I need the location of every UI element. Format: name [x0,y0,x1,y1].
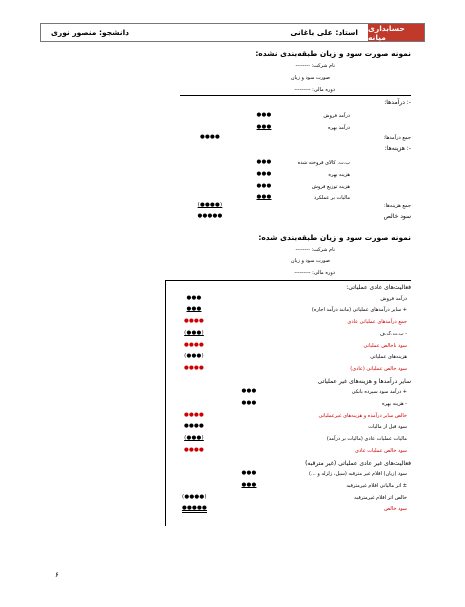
interest-expense-label: هزینه بهره [328,172,350,178]
multi-row-label: خالص سایر درآمده و هزینه‌های غیرعملیاتی [318,413,407,419]
multi-row-total-amount: ●●● [186,306,202,312]
multi-row-inner-amount: ●●● [241,482,257,488]
total-expenses-label: جمع هزینه‌ها: [383,203,411,209]
cogs-amount: ●●● [256,159,272,165]
multi-row-label: سایر درآمدها و هزینه‌های غیر عملیاتی [317,378,411,385]
multi-row-inner-amount: ●●● [241,470,257,476]
multi-statement: صورت سود و زیان [290,258,330,264]
multi-company: نام شرکت: -------- [295,247,335,253]
multi-row-label: سود قبل از مالیات [368,424,407,430]
multi-row-label: + سایر درآمدهای عملیاتی (مانند درآمد اجاره) [311,307,407,313]
interest-income-amount: ●●● [256,124,272,130]
total-expenses-amount: (●●●●) [197,202,223,208]
multi-row-label: سود ناخالص عملیاتی [363,343,407,349]
multi-row-total-amount: ●●●● [184,365,204,371]
multi-divider [165,280,411,281]
sales-amount: ●●● [256,112,272,118]
single-statement: صورت سود و زیان [290,75,330,81]
cogs-label: ب.ت. کالای فروخته شده [297,160,350,166]
expenses-heading: -: هزینه‌ها: [384,145,411,152]
distribution-expense-label: هزینه توزیع فروش [311,184,350,190]
single-step-title: نمونه صورت سود و زیان طبقه‌بندی نشده: [255,49,411,58]
multi-row-label: - ب.ت.ک.ف [379,331,407,337]
single-divider [180,95,411,96]
tax-label: مالیات بر عملکرد [313,195,350,201]
revenues-heading: -: درآمدها: [384,99,411,106]
total-revenues-label: جمع درآمدها: [383,135,411,141]
multi-row-label: سود (زیان) اقلام غیر مترقبه (سیل، زلزله و ...) [309,471,407,477]
multi-step-title: نمونه صورت سود و زیان طبقه‌بندی شده: [258,233,411,242]
multi-row-total-amount: (●●●) [184,330,204,336]
multi-row-label: فعالیت‌های غیر عادی عملیاتی (غیر مترقبه) [305,460,411,467]
multi-row-label: سود خالص عملیاتی (عادی) [350,366,407,372]
multi-row-total-amount: ●●●●● [182,505,207,511]
multi-row-inner-amount: ●●● [241,400,257,406]
multi-period: دوره مالی: --------- [294,270,335,276]
multi-row-label: جمع درآمدهای عملیاتی عادی [347,319,407,325]
multi-row-inner-amount: ●●● [241,388,257,394]
multi-row-label: - هزینه بهره [381,401,407,407]
total-revenues-amount: ●●●● [200,134,220,140]
single-period: دوره مالی: --------- [294,87,335,93]
tax-amount: ●●● [256,194,272,200]
header-bar [40,23,425,42]
net-income-amount: ●●●●● [197,213,223,219]
multi-row-total-amount: ●●●● [184,423,204,429]
interest-expense-amount: ●●● [256,171,272,177]
multi-row-total-amount: ●●●● [184,342,204,348]
interest-income-label: درآمد بهره [328,125,350,131]
multi-row-label: + درآمد سود سپرده بانکی [351,389,407,395]
multi-row-label: سود خالص عملیات عادی [355,448,407,454]
single-company: نام شرکت: -------- [295,63,335,69]
multi-side-rule [165,280,166,526]
sales-label: درآمد فروش [323,113,350,119]
multi-row-label: هزینه‌های عملیاتی [370,354,407,360]
multi-row-label: مالیات عملیات عادی (مالیات بر درآمد) [326,436,407,442]
multi-row-label: سود خالص [384,506,407,512]
multi-row-total-amount: (●●●●) [182,494,207,500]
multi-row-total-amount: ●●●● [184,412,204,418]
multi-row-label: ± اثر مالیاتی اقلام غیرمترقبه [346,483,407,489]
multi-row-total-amount: ●●●● [184,447,204,453]
professor-name: استاد: علی باغانی [290,28,358,37]
multi-row-total-amount: (●●●) [184,353,204,359]
student-name: دانشجو: منصور نوری [51,28,130,37]
multi-row-total-amount: ●●●● [184,318,204,324]
page-number: ۶ [55,571,59,579]
multi-row-total-amount: (●●●) [184,435,204,441]
multi-row-label: درآمد فروش [380,296,407,302]
course-title: حسابداری میانه [368,24,424,41]
distribution-expense-amount: ●●● [256,183,272,189]
multi-row-label: فعالیت‌های عادی عملیاتی: [346,284,411,291]
multi-row-label: خالص اثر اقلام غیرمترقبه [354,495,407,501]
multi-row-total-amount: ●●● [186,295,202,301]
net-income-label: سود خالص [383,213,411,220]
